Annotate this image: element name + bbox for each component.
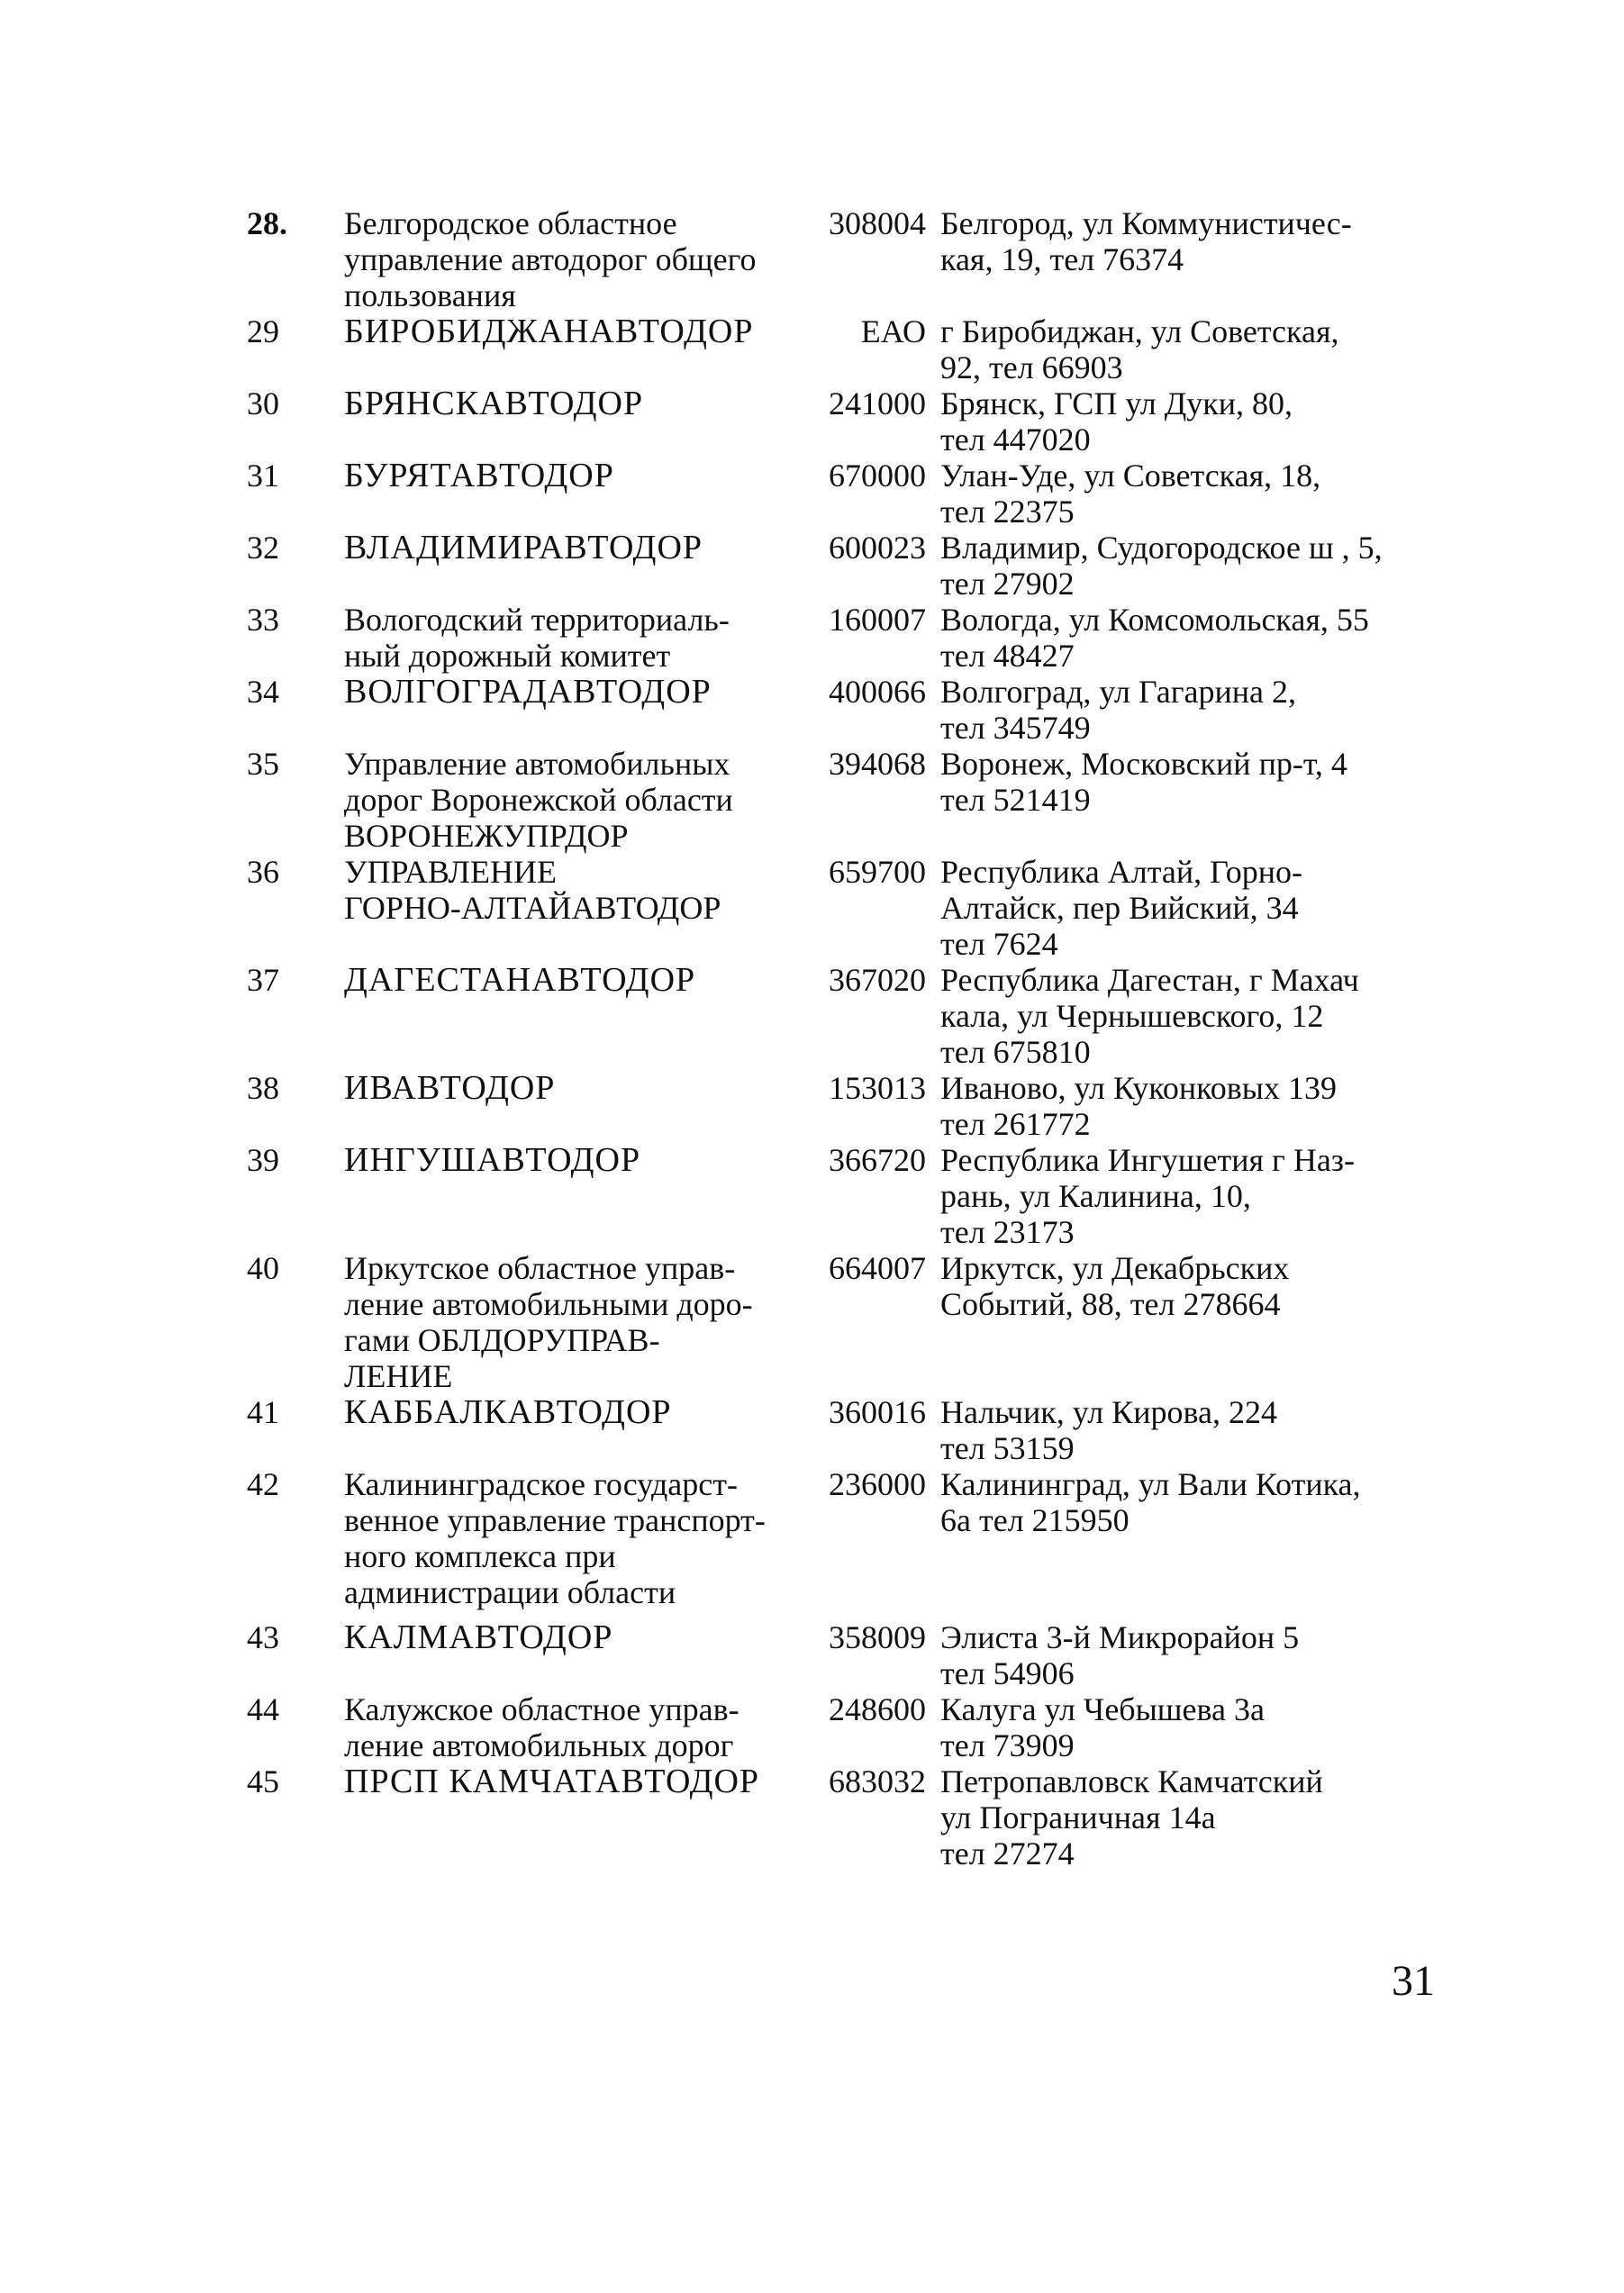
organization-name: ПРСП КАМЧАТАВТОДОР bbox=[344, 1763, 760, 1800]
entry-row bbox=[243, 674, 1459, 746]
postal-code: 360016 bbox=[829, 1394, 926, 1430]
postal-code: 400066 bbox=[829, 674, 926, 710]
organization-name: Калининградское государст- венное управление транспорт- ного комплекса при администрации области bbox=[344, 1466, 766, 1610]
postal-code: 236000 bbox=[829, 1466, 926, 1502]
entry-number: 40 bbox=[247, 1250, 279, 1286]
entry-row bbox=[243, 1763, 1459, 1872]
organization-name: ВОЛГОГРАДАВТОДОР bbox=[344, 673, 712, 711]
entry-number: 42 bbox=[247, 1466, 279, 1502]
postal-code: 153013 bbox=[829, 1070, 926, 1106]
entry-row bbox=[243, 854, 1459, 962]
address: Волгоград, ул Гагарина 2, тел 345749 bbox=[940, 674, 1296, 746]
address: Воронеж, Московский пр-т, 4 тел 521419 bbox=[940, 746, 1347, 818]
postal-code: 160007 bbox=[829, 602, 926, 638]
address: Улан-Уде, ул Советская, 18, тел 22375 bbox=[940, 458, 1321, 530]
organization-name: КАББАЛКАВТОДОР bbox=[344, 1393, 672, 1431]
organization-name: БУРЯТАВТОДОР bbox=[344, 457, 614, 494]
address: г Биробиджан, ул Советская, 92, тел 66903 bbox=[940, 313, 1339, 385]
entry-number: 33 bbox=[247, 602, 279, 638]
address: Республика Дагестан, г Махач кала, ул Чернышевского, 12 тел 675810 bbox=[940, 962, 1359, 1070]
address: Нальчик, ул Кирова, 224 тел 53159 bbox=[940, 1394, 1277, 1466]
entry-number: 31 bbox=[247, 458, 279, 494]
organization-name: Управление автомобильных дорог Воронежской области ВОРОНЕЖУПРДОР bbox=[344, 746, 733, 854]
organization-name: ВЛАДИМИРАВТОДОР bbox=[344, 529, 703, 566]
organization-name: Вологодский территориаль- ный дорожный комитет bbox=[344, 602, 730, 674]
address: Республика Алтай, Горно- Алтайск, пер Вийский, 34 тел 7624 bbox=[940, 854, 1303, 962]
address: Республика Ингушетия г Наз- рань, ул Калинина, 10, тел 23173 bbox=[940, 1142, 1356, 1250]
address: Иваново, ул Куконковых 139 тел 261772 bbox=[940, 1070, 1337, 1142]
entry-row bbox=[243, 458, 1459, 530]
postal-code: 600023 bbox=[829, 530, 926, 566]
address: Элиста 3-й Микрорайон 5 тел 54906 bbox=[940, 1619, 1300, 1691]
address: Калининград, ул Вали Котика, 6а тел 215950 bbox=[940, 1466, 1361, 1538]
address: Брянск, ГСП ул Дуки, 80, тел 447020 bbox=[940, 385, 1293, 458]
organization-name: ИНГУШАВТОДОР bbox=[344, 1141, 641, 1179]
entry-number: 45 bbox=[247, 1763, 279, 1799]
entry-number: 34 bbox=[247, 674, 279, 710]
organization-name: Калужское областное управ- ление автомобильных дорог bbox=[344, 1691, 739, 1763]
organization-name: Иркутское областное управ- ление автомобильными доро- гами ОБЛДОРУПРАВ- ЛЕНИЕ bbox=[344, 1250, 753, 1394]
entry-row bbox=[243, 1619, 1459, 1691]
postal-code: 683032 bbox=[829, 1763, 926, 1799]
page-number: 31 bbox=[1392, 1957, 1435, 2005]
organization-name: БИРОБИДЖАНАВТОДОР bbox=[344, 313, 754, 350]
entry-number: 43 bbox=[247, 1619, 279, 1655]
entry-number: 44 bbox=[247, 1691, 279, 1727]
address: Белгород, ул Коммунистичес- кая, 19, тел 76374 bbox=[940, 205, 1352, 277]
postal-code: 241000 bbox=[829, 385, 926, 421]
entry-number: 39 bbox=[247, 1142, 279, 1178]
entry-number: 30 bbox=[247, 385, 279, 421]
entry-row bbox=[243, 1394, 1459, 1466]
entry-row bbox=[243, 602, 1459, 674]
organization-name: Белгородское областное управление автодорог общего пользования bbox=[344, 205, 757, 313]
entry-row bbox=[243, 962, 1459, 1070]
entry-row bbox=[243, 1250, 1459, 1394]
postal-code: 367020 bbox=[829, 962, 926, 998]
entry-row bbox=[243, 1142, 1459, 1250]
entry-number: 35 bbox=[247, 746, 279, 782]
postal-code: 664007 bbox=[829, 1250, 926, 1286]
entry-number: 36 bbox=[247, 854, 279, 890]
entry-number: 37 bbox=[247, 962, 279, 998]
address: Вологда, ул Комсомольская, 55 тел 48427 bbox=[940, 602, 1369, 674]
organization-name: ДАГЕСТАНАВТОДОР bbox=[344, 961, 696, 999]
entry-row bbox=[243, 530, 1459, 602]
organization-name: УПРАВЛЕНИЕ ГОРНО-АЛТАЙАВТОДОР bbox=[344, 854, 721, 926]
postal-code: 366720 bbox=[829, 1142, 926, 1178]
postal-code: 308004 bbox=[829, 205, 926, 241]
postal-code: 670000 bbox=[829, 458, 926, 494]
entry-number: 32 bbox=[247, 530, 279, 566]
entry-row bbox=[243, 313, 1459, 385]
entry-number: 28. bbox=[247, 205, 287, 241]
entry-number: 41 bbox=[247, 1394, 279, 1430]
entry-row bbox=[243, 1691, 1459, 1763]
organization-name: ИВАВТОДОР bbox=[344, 1069, 556, 1107]
entry-number: 29 bbox=[247, 313, 279, 349]
entry-row bbox=[243, 205, 1459, 313]
entry-row bbox=[243, 385, 1459, 458]
organization-name: БРЯНСКАВТОДОР bbox=[344, 385, 644, 422]
postal-code: 358009 bbox=[829, 1619, 926, 1655]
address: Петропавловск Камчатский ул Пограничная 14а тел 27274 bbox=[940, 1763, 1323, 1872]
postal-code: 659700 bbox=[829, 854, 926, 890]
postal-code: 248600 bbox=[829, 1691, 926, 1727]
entry-row bbox=[243, 746, 1459, 854]
postal-code: ЕАО bbox=[860, 313, 926, 349]
address: Иркутск, ул Декабрьских Событий, 88, тел 278664 bbox=[940, 1250, 1290, 1322]
entry-number: 38 bbox=[247, 1070, 279, 1106]
address: Владимир, Судогородское ш , 5, тел 27902 bbox=[940, 530, 1383, 602]
organization-name: КАЛМАВТОДОР bbox=[344, 1618, 613, 1656]
entry-row bbox=[243, 1466, 1459, 1610]
postal-code: 394068 bbox=[829, 746, 926, 782]
address: Калуга ул Чебышева 3а тел 73909 bbox=[940, 1691, 1265, 1763]
entry-row bbox=[243, 1070, 1459, 1142]
